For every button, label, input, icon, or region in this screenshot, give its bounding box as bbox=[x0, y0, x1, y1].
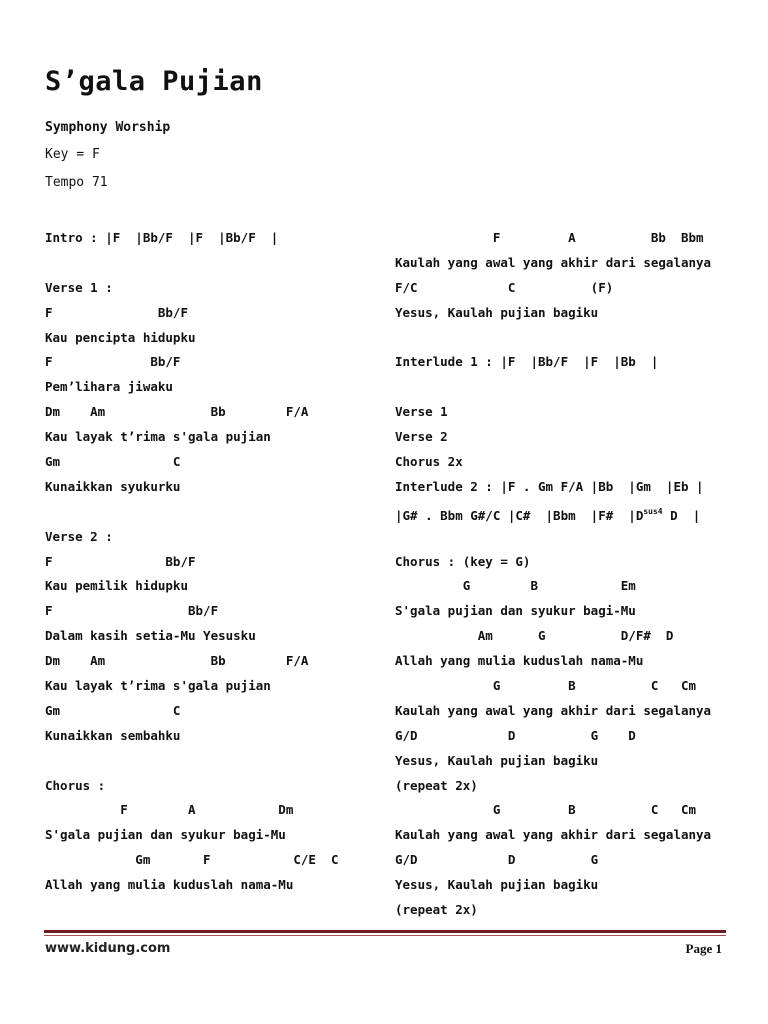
chord-line: G/D D G bbox=[395, 852, 599, 868]
lyric-line: Pem’lihara jiwaku bbox=[45, 379, 173, 395]
lyric-line: Kau layak t’rima s'gala pujian bbox=[45, 429, 271, 445]
section-heading: Chorus 2x bbox=[395, 454, 463, 470]
lyric-line: Kunaikkan sembahku bbox=[45, 727, 181, 743]
chord-line: Gm F C/E C bbox=[45, 852, 339, 868]
section-heading: Chorus : (key = G) bbox=[395, 553, 531, 569]
interlude-line: Interlude 1 : |F |Bb/F |F |Bb | bbox=[395, 354, 659, 370]
chord-line: F Bb/F bbox=[45, 603, 219, 619]
interlude-line-continued bbox=[395, 500, 735, 525]
footer-divider-thin bbox=[44, 935, 726, 936]
lyric-line: Kaulah yang awal yang akhir dari segalanya bbox=[395, 254, 712, 270]
chord-line: F Bb/F bbox=[45, 354, 181, 370]
page-number: Page 1 bbox=[685, 941, 722, 956]
chord-line: G B Em bbox=[395, 578, 636, 594]
right-column bbox=[395, 226, 735, 923]
chord-line: Gm C bbox=[45, 702, 181, 718]
chord-line: F A Bb Bbm bbox=[395, 230, 704, 245]
chord-line: G/D D G D bbox=[395, 727, 636, 743]
footer-divider bbox=[44, 930, 726, 933]
lyric-line: S'gala pujian dan syukur bagi-Mu bbox=[395, 603, 636, 619]
chord-line: Gm C bbox=[45, 454, 181, 470]
artist-name: Symphony Worship bbox=[45, 120, 171, 135]
blank-line bbox=[395, 326, 735, 351]
interlude-tail: D | bbox=[662, 507, 701, 523]
chord-line: G B C Cm bbox=[395, 802, 697, 818]
chord-line: Am G D/F# D bbox=[395, 628, 674, 644]
lyric-line: Allah yang mulia kuduslah nama-Mu bbox=[45, 877, 294, 893]
chord-line: Dm Am Bb F/A bbox=[45, 404, 309, 420]
lyric-line: Kau pencipta hidupku bbox=[45, 329, 196, 345]
song-tempo: Tempo 71 bbox=[45, 175, 108, 190]
left-column bbox=[45, 226, 375, 898]
interlude-chords: |G# . Bbm G#/C |C# |Bbm |F# |D bbox=[395, 507, 644, 523]
footer-website: www.kidung.com bbox=[45, 941, 171, 956]
lyric-line: Yesus, Kaulah pujian bagiku bbox=[395, 752, 599, 768]
blank-line bbox=[45, 500, 375, 525]
lyric-line: Kau layak t’rima s'gala pujian bbox=[45, 678, 271, 694]
chord-line: F/C C (F) bbox=[395, 279, 614, 295]
blank-line bbox=[45, 749, 375, 774]
blank-line bbox=[395, 375, 735, 400]
song-title: S’gala Pujian bbox=[45, 66, 263, 97]
section-heading: Verse 1 : bbox=[45, 279, 113, 295]
chord-line: G B C Cm bbox=[395, 678, 697, 694]
lyric-line: Allah yang mulia kuduslah nama-Mu bbox=[395, 653, 644, 669]
lyric-line: Kunaikkan syukurku bbox=[45, 478, 181, 494]
lyric-line: Dalam kasih setia-Mu Yesusku bbox=[45, 628, 256, 644]
interlude-line: Interlude 2 : |F . Gm F/A |Bb |Gm |Eb | bbox=[395, 478, 704, 494]
chord-line: F Bb/F bbox=[45, 304, 188, 320]
section-heading: Verse 1 bbox=[395, 404, 448, 420]
lyric-line: Yesus, Kaulah pujian bagiku bbox=[395, 877, 599, 893]
chord-line: Dm Am Bb F/A bbox=[45, 653, 309, 669]
lyric-line: Intro : |F |Bb/F |F |Bb/F | bbox=[45, 230, 279, 245]
lyric-line: Kaulah yang awal yang akhir dari segalanya bbox=[395, 827, 712, 843]
song-key: Key = F bbox=[45, 147, 100, 162]
lyric-line: Kau pemilik hidupku bbox=[45, 578, 188, 594]
section-heading: Verse 2 : bbox=[45, 528, 113, 544]
blank-line bbox=[395, 525, 735, 550]
repeat-note: (repeat 2x) bbox=[395, 902, 478, 918]
lyric-line: S'gala pujian dan syukur bagi-Mu bbox=[45, 827, 286, 843]
repeat-note: (repeat 2x) bbox=[395, 777, 478, 793]
chord-line: F Bb/F bbox=[45, 553, 196, 569]
lyric-line: Kaulah yang awal yang akhir dari segalanya bbox=[395, 702, 712, 718]
chord-line: F A Dm bbox=[45, 802, 294, 818]
blank-line bbox=[45, 251, 375, 276]
section-heading: Chorus : bbox=[45, 777, 106, 793]
lyric-line: Yesus, Kaulah pujian bagiku bbox=[395, 304, 599, 320]
sus4-superscript: sus4 bbox=[643, 506, 663, 516]
section-heading: Verse 2 bbox=[395, 429, 448, 445]
